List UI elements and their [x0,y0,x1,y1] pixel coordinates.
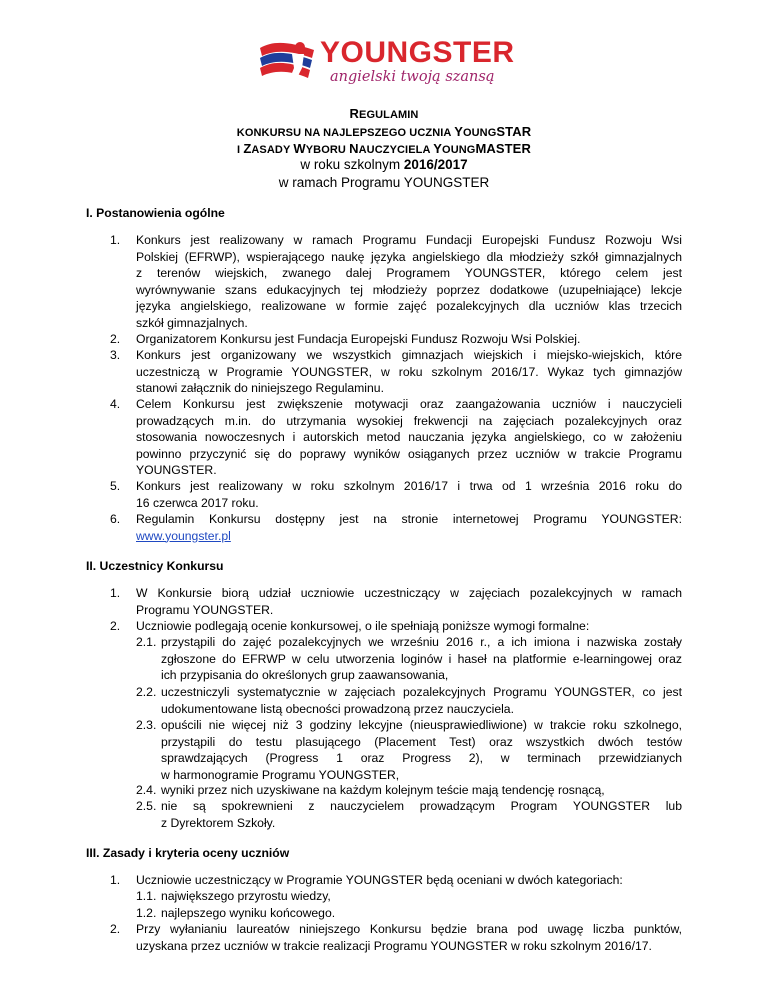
sub-list-item: 2.3. opuścili nie więcej niż 3 godziny lekcyjne (nieusprawiedliwione) w trakcie roku szkolnego, przystąpili do testu plasującego (Placement Test) oraz wszystkich dwóch testów sprawdzających (Progress 1 oraz Progress 2), w terminach przewidzianych w harmonogramie Programu YOUNGSTER, [136,718,682,782]
header-subtitle-1: KONKURSU NA NAJLEPSZEGO UCZNIA YOUNGSTAR [236,124,532,139]
sub-list-item: 2.4. wyniki przez nich uzyskiwane na każdym kolejnym teście mają tendencję rosnącą, [136,783,605,797]
list-item: 1. W Konkursie biorą udział uczniowie uczestniczący w zajęciach pozalekcyjnych w ramach Programu YOUNGSTER. [110,586,682,617]
list-item: 2. Przy wyłanianiu laureatów niniejszego Konkursu będzie brana pod uwagę liczba punktów, uzyskana przez uczniów w trakcie realizacji Programu YOUNGSTER w roku szkolnym 2016/17. [110,922,682,953]
youngster-logo [256,38,526,86]
sub-list-item: 2.1. przystąpili do zajęć pozalekcyjnych we wrześniu 2016 r., a ich imiona i nazwiska zostały zgłoszone do EFRWP w celu utworzenia loginów i haseł na platformie e-learningowej oraz ich przypisania do określonych grup zaawansowania, [136,635,682,682]
list-item: 1. Konkurs jest realizowany w ramach Programu Fundacji Europejski Fundusz Rozwoju Wsi Polskiej (EFRWP), wspierającego naukę języka angielskiego dla młodzieży szkół gimnazjalnych z terenów wiejskich, zwanego dalej Programem YOUNGSTER, którego celem jest wyrównywanie szans edukacyjnych tej młodzieży poprzez dodatkowe (uzupełniające) lekcje języka angielskiego, realizowane w formie zajęć pozalekcyjnych dla uczniów klas trzecich szkół gimnazjalnych. [110,233,682,330]
section-title-participants: II. Uczestnicy Konkursu [86,559,224,573]
list-item: 6. Regulamin Konkursu dostępny jest na stronie internetowej Programu YOUNGSTER: www.youngster.pl [110,512,682,543]
sub-list-item: 1.2. najlepszego wyniku końcowego. [136,906,336,920]
header-program: w ramach Programu YOUNGSTER [278,175,490,190]
section-title-criteria: III. Zasady i kryteria oceny uczniów [86,846,290,860]
section-title-general: I. Postanowienia ogólne [86,206,225,220]
header-subtitle-2: I ZASADY WYBORU NAUCZYCIELA YOUNGMASTER [237,141,531,156]
list-item: 2. Organizatorem Konkursu jest Fundacja Europejski Fundusz Rozwoju Wsi Polskiej. [110,332,581,346]
header-title: REGULAMIN [349,106,419,121]
list-item: 4. Celem Konkursu jest zwiększenie motywacji oraz zaangażowania uczniów i nauczycieli prowadzących m.in. do utrzymania wysokiej frekwencji na zajęciach pozalekcyjnych oraz stosowania nowoczesnych i autorskich metod nauczania języka angielskiego, co w założeniu powinno przyczynić się do poprawy wyników osiąganych przez uczniów w trakcie Programu YOUNGSTER. [110,397,682,477]
website-link[interactable]: www.youngster.pl [136,528,231,543]
list-item: 5. Konkurs jest realizowany w roku szkolnym 2016/17 i trwa od 1 września 2016 roku do 16 czerwca 2017 roku. [110,479,682,510]
logo-name: YOUNGSTER [320,36,515,69]
list-item: 1. Uczniowie uczestniczący w Programie YOUNGSTER będą oceniani w dwóch kategoriach: [110,873,623,887]
sub-list-item: 2.2. uczestniczyli systematycznie w zajęciach pozalekcyjnych Programu YOUNGSTER, co jest udokumentowane listą obecności prowadzoną przez nauczyciela. [136,685,682,716]
list-item: 2. Uczniowie podlegają ocenie konkursowej, o ile spełniają poniższe wymogi formalne: [110,619,590,633]
header-school-year: w roku szkolnym 2016/2017 [300,157,468,172]
flag-emblem-icon [256,38,318,84]
list-item: 3. Konkurs jest organizowany we wszystkich gimnazjach wiejskich i miejsko-wiejskich, które uczestniczą w Programie YOUNGSTER, w roku szkolnym 2016/17. Wykaz tych gimnazjów stanowi załącznik do niniejszego Regulaminu. [110,348,682,395]
sub-list-item: 1.1. największego przyrostu wiedzy, [136,889,331,903]
sub-list-item: 2.5. nie są spokrewnieni z nauczycielem prowadzącym Program YOUNGSTER lub z Dyrektorem Szkoły. [136,799,682,830]
logo-tagline: angielski twoją szansą [330,69,495,85]
